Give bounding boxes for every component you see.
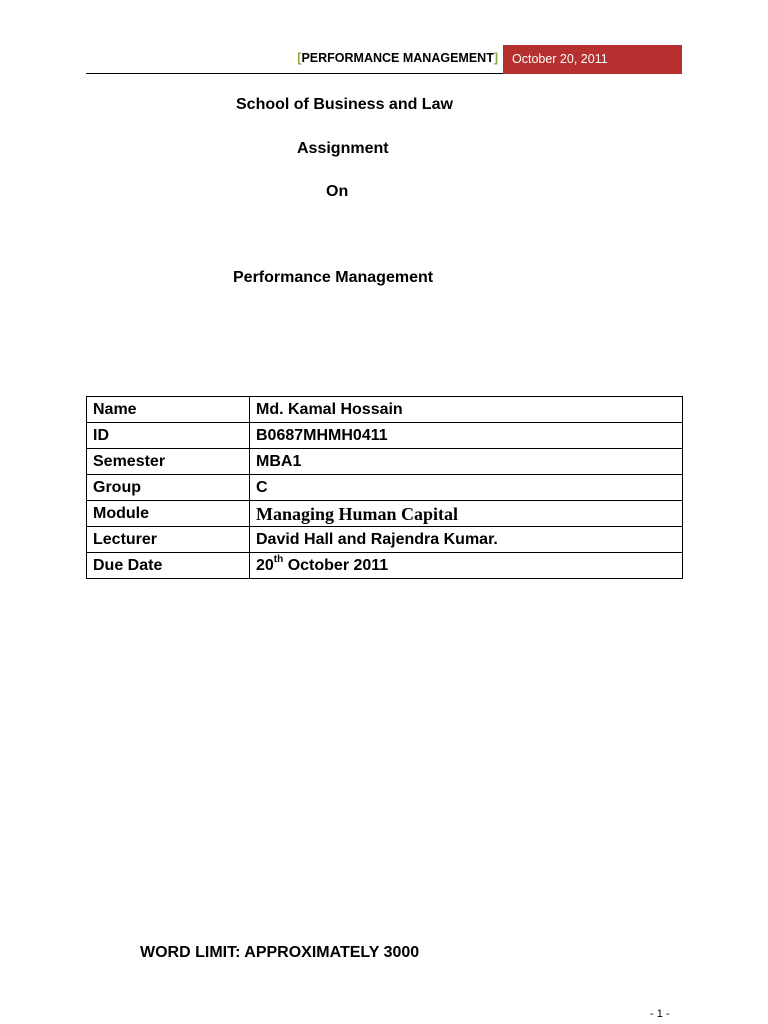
school-name: School of Business and Law (236, 96, 453, 113)
assignment-label: Assignment (297, 140, 389, 157)
page-number: - 1 - (650, 1008, 670, 1020)
due-date-ordinal-suffix: th (273, 554, 284, 566)
due-date-day: 20 (256, 556, 274, 574)
table-row (87, 527, 683, 553)
row-value-group: C (250, 475, 683, 501)
row-label-module: Module (87, 501, 250, 527)
table-row (87, 475, 683, 501)
running-header-title (268, 51, 498, 65)
table-row (87, 423, 683, 449)
row-label-lecturer: Lecturer (87, 527, 250, 553)
table-row (87, 397, 683, 423)
row-label-semester: Semester (87, 449, 250, 475)
row-label-group: Group (87, 475, 250, 501)
on-label: On (326, 183, 349, 200)
due-date-rest: October 2011 (283, 556, 389, 574)
row-value-due-date (250, 553, 683, 579)
row-label-name: Name (87, 397, 250, 423)
row-value-lecturer: David Hall and Rajendra Kumar. (250, 527, 683, 553)
row-value-semester: MBA1 (250, 449, 683, 475)
row-label-due-date: Due Date (87, 553, 250, 579)
header-bracket-open: [ (297, 51, 302, 65)
word-limit: WORD LIMIT: APPROXIMATELY 3000 (140, 944, 420, 961)
header-title-text: PERFORMANCE MANAGEMENT (301, 51, 494, 65)
row-value-module: Managing Human Capital (250, 501, 683, 527)
table-row (87, 501, 683, 527)
table-row (87, 553, 683, 579)
row-label-id: ID (87, 423, 250, 449)
assignment-topic: Performance Management (233, 269, 434, 286)
running-header-date: October 20, 2011 (503, 45, 682, 74)
student-info-table (86, 396, 683, 579)
header-bracket-close: ] (493, 51, 498, 65)
row-value-name: Md. Kamal Hossain (250, 397, 683, 423)
row-value-id: B0687MHMH0411 (250, 423, 683, 449)
header-rule (86, 73, 503, 74)
table-row (87, 449, 683, 475)
